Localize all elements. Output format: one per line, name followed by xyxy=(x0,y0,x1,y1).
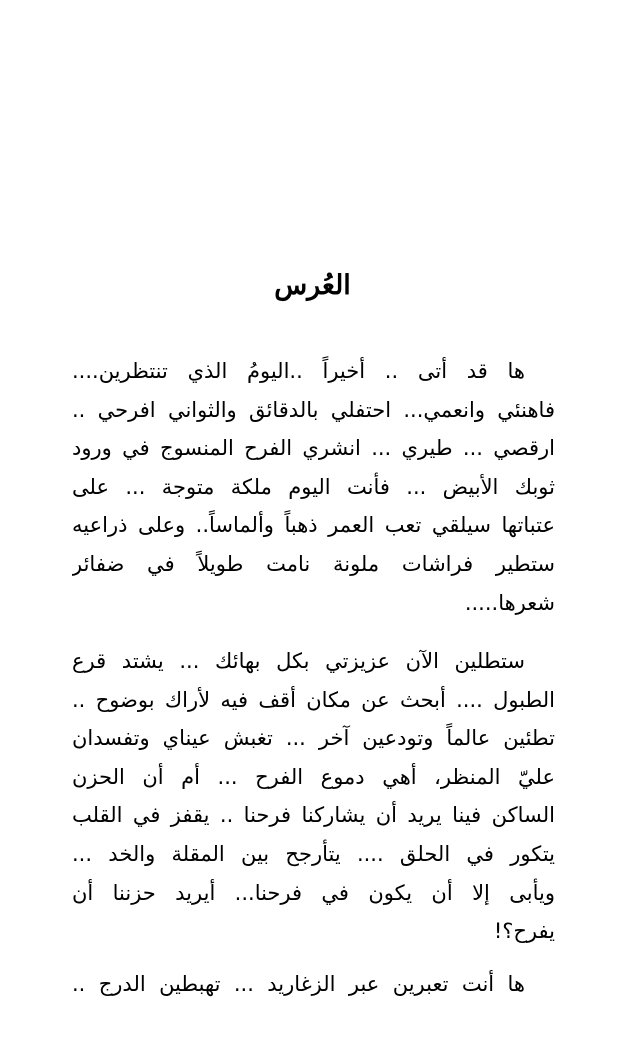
paragraph-3 xyxy=(72,965,555,1004)
text-line: يفرح؟! xyxy=(493,919,555,944)
text-line: ها أنت تعبرين عبر الزغاريد ... تهبطين الدرج .. xyxy=(72,972,525,996)
text-line: ويأبى إلا أن يكون في فرحنا... أيريد حزننا أن xyxy=(72,880,555,905)
chapter-title: العُرس xyxy=(274,270,351,301)
text-line: عليّ المنظر، أهي دموع الفرح ... أم أن الحزن xyxy=(72,764,555,789)
text-line: ستطير فراشات ملونة نامت طويلاً في ضفائر xyxy=(72,551,555,576)
text-line: الطبول .... أبحث عن مكان أقف فيه لأراك بوضوح .. xyxy=(72,687,555,712)
text-line: ارقصي ... طيري ... انشري الفرح المنسوج في ورود xyxy=(72,436,555,461)
text-line: فاهنئي وانعمي... احتفلي بالدقائق والثواني افرحي .. xyxy=(72,397,555,422)
text-line: الساكن فينا يريد أن يشاركنا فرحنا .. يقفز في القلب xyxy=(72,803,555,828)
text-line: يتكور في الحلق .... يتأرجح بين المقلة والخد ... xyxy=(72,841,555,866)
paragraph-2 xyxy=(72,642,555,951)
text-line: شعرها..... xyxy=(464,590,555,615)
text-line: ها قد أتى .. أخيراً ..اليومُ الذي تنتظرين.... xyxy=(72,359,525,383)
text-line: تطئين عالماً وتودعين آخر ... تغبش عيناي وتفسدان xyxy=(72,726,555,751)
paragraph-1 xyxy=(72,352,555,622)
text-line: ثوبك الأبيض ... فأنت اليوم ملكة متوجة ... على xyxy=(72,474,555,499)
text-line: عتباتها سيلقي تعب العمر ذهباً وألماساً.. وعلى ذراعيه xyxy=(72,513,555,538)
text-line: ستطلين الآن عزيزتي بكل بهائك ... يشتد قرع xyxy=(72,649,525,673)
